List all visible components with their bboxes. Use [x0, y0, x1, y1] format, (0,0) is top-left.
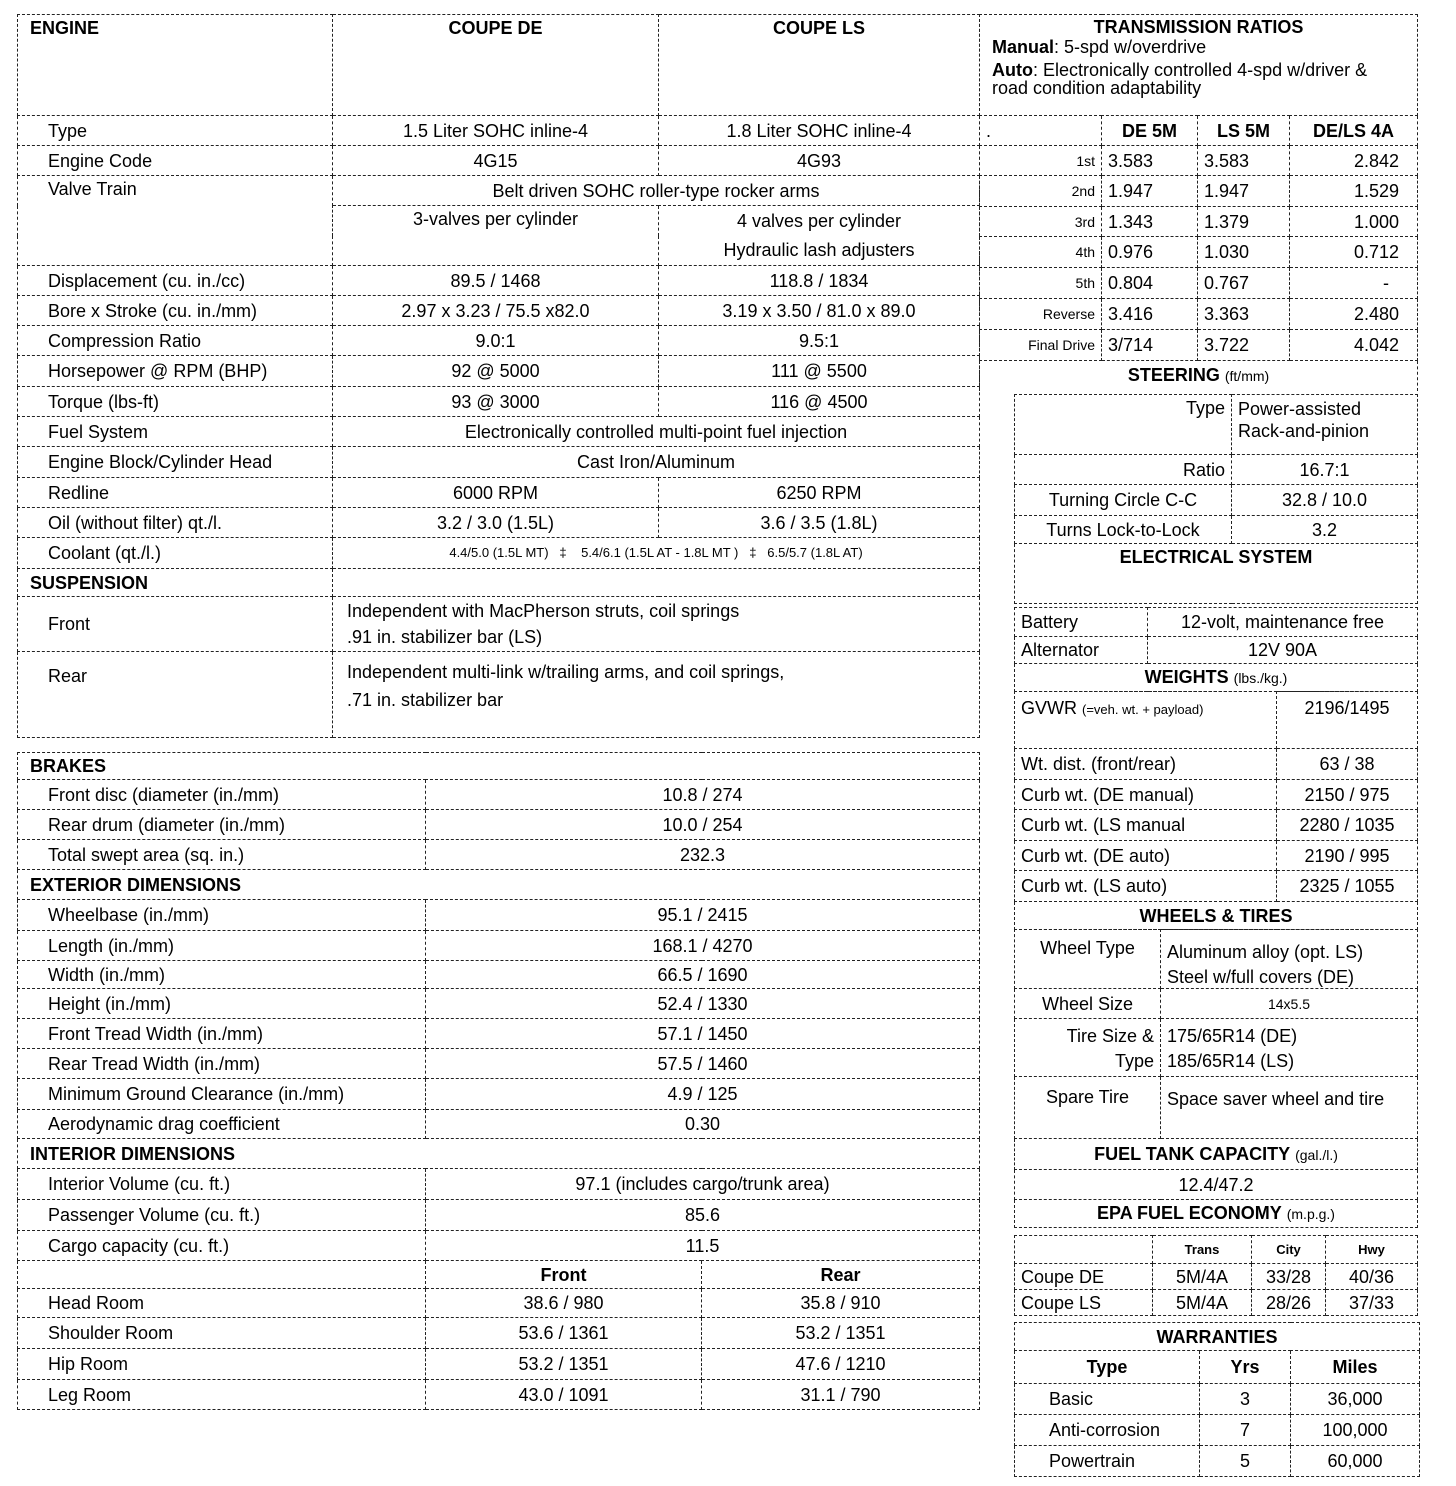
row-value: 4 valves per cylinder: [659, 206, 980, 236]
gear-label: Final Drive: [980, 330, 1102, 361]
row-label: Coupe DE: [1015, 1264, 1153, 1290]
gvwr-label-text: GVWR: [1021, 698, 1077, 718]
gear-label: 3rd: [980, 207, 1102, 237]
row-value: 6250 RPM: [659, 478, 980, 508]
row-value: 3.6 / 3.5 (1.8L): [659, 508, 980, 538]
electrical-table: [1014, 607, 1418, 692]
gear-label: Reverse: [980, 299, 1102, 330]
table-row: [18, 326, 980, 356]
row-value: 111 @ 5500: [659, 356, 980, 387]
row-value: 1.5 Liter SOHC inline-4: [333, 116, 659, 146]
row-value: Power-assisted Rack-and-pinion: [1232, 395, 1418, 455]
row-value: Space saver wheel and tire: [1161, 1077, 1418, 1139]
row-value: 5M/4A: [1153, 1264, 1252, 1290]
table-row: [1015, 1384, 1420, 1415]
transmission-title: TRANSMISSION RATIOS: [1093, 17, 1304, 37]
table-row: [18, 447, 980, 478]
row-value: 0.30: [426, 1110, 980, 1139]
table-row: [18, 508, 980, 538]
row-value: 5M/4A: [1153, 1290, 1252, 1316]
ratio: 2.842: [1290, 146, 1418, 176]
row-value: 3-valves per cylinder: [333, 206, 659, 266]
auto-text: : Electronically controlled 4-spd w/driver & road condition adaptability: [992, 60, 1368, 98]
row-value: 47.6 / 1210: [702, 1349, 980, 1380]
tire-line1: 175/65R14 (DE): [1167, 1025, 1298, 1046]
row-value: [1161, 1019, 1418, 1077]
row-value: 57.5 / 1460: [426, 1049, 980, 1079]
ratio: 3.583: [1198, 146, 1290, 176]
row-value: 12V 90A: [1148, 637, 1418, 664]
ratio: 1.947: [1102, 176, 1198, 207]
col-header: DE/LS 4A: [1290, 116, 1418, 146]
ratio: 3.416: [1102, 299, 1198, 330]
steering-title: [980, 361, 1418, 391]
col-header: Hwy: [1326, 1236, 1418, 1264]
table-row: [18, 266, 980, 296]
table-row: [1015, 485, 1418, 516]
manual-label: Manual: [992, 37, 1055, 57]
row-value: 5: [1200, 1446, 1291, 1477]
ratio: 2.480: [1290, 299, 1418, 330]
front-header: Front: [426, 1261, 702, 1289]
row-label: Wt. dist. (front/rear): [1015, 749, 1277, 780]
col-header: Trans: [1153, 1236, 1252, 1264]
manual-text: : 5-spd w/overdrive: [1054, 37, 1207, 57]
row-value: 66.5 / 1690: [426, 961, 980, 989]
row-label: Wheelbase (in./mm): [18, 900, 426, 931]
row-value: 4G15: [333, 146, 659, 176]
row-label: Wheel Size: [1015, 989, 1161, 1019]
steering-unit: (ft/mm): [1224, 368, 1270, 385]
table-row: [980, 176, 1418, 207]
row-label: Spare Tire: [1015, 1077, 1161, 1139]
ratio: 0.804: [1102, 268, 1198, 299]
row-value: 31.1 / 790: [702, 1380, 980, 1410]
row-label: Torque (lbs-ft): [18, 387, 333, 417]
table-row: [1015, 810, 1418, 841]
row-label: Powertrain: [1015, 1446, 1200, 1477]
engine-header: ENGINE: [18, 15, 333, 116]
table-row: [1015, 608, 1418, 637]
row-value: 53.6 / 1361: [426, 1318, 702, 1349]
suspension-rear-line2: .71 in. stabilizer bar: [347, 690, 504, 710]
table-row: [1015, 930, 1418, 989]
suspension-front-line2: .91 in. stabilizer bar (LS): [347, 627, 543, 647]
table-row: [18, 387, 980, 417]
rear-header: Rear: [702, 1261, 980, 1289]
manual-line: [992, 38, 1405, 57]
row-value: 3.2 / 3.0 (1.5L): [333, 508, 659, 538]
col-header: City: [1252, 1236, 1326, 1264]
row-value: Electronically controlled multi-point fuel injection: [333, 417, 980, 447]
table-row: [1015, 841, 1418, 871]
auto-label: Auto: [992, 60, 1033, 80]
wheels-title: WHEELS & TIRES: [1015, 902, 1418, 930]
wheel-type-line1: Aluminum alloy (opt. LS): [1167, 942, 1364, 962]
col-header: Yrs: [1200, 1351, 1291, 1384]
row-value: 93 @ 3000: [333, 387, 659, 417]
fuel-tank-title-text: FUEL TANK CAPACITY: [1094, 1143, 1291, 1164]
ratio: 3.363: [1198, 299, 1290, 330]
row-value: 38.6 / 980: [426, 1289, 702, 1318]
row-value: 2196/1495: [1277, 692, 1418, 749]
gear-label: 4th: [980, 237, 1102, 268]
ratio: 1.379: [1198, 207, 1290, 237]
row-value: 89.5 / 1468: [333, 266, 659, 296]
gear-label: 1st: [980, 146, 1102, 176]
ratio: 1.947: [1198, 176, 1290, 207]
col-header: DE 5M: [1102, 116, 1198, 146]
ratio: 0.767: [1198, 268, 1290, 299]
row-value: 2150 / 975: [1277, 780, 1418, 810]
row-value: Cast Iron/Aluminum: [333, 447, 980, 478]
row-value: 33/28: [1252, 1264, 1326, 1290]
row-label: Turns Lock-to-Lock: [1015, 516, 1232, 544]
table-row: [1015, 749, 1418, 780]
row-value: 100,000: [1291, 1415, 1420, 1446]
row-label: Coupe LS: [1015, 1290, 1153, 1316]
table-row: [1015, 637, 1418, 664]
engine-table: [17, 14, 980, 738]
table-row: [18, 810, 980, 840]
table-row: [980, 268, 1418, 299]
row-label: Oil (without filter) qt./l.: [18, 508, 333, 538]
row-label: Head Room: [18, 1289, 426, 1318]
row-label: Aerodynamic drag coefficient: [18, 1110, 426, 1139]
row-value: 9.0:1: [333, 326, 659, 356]
row-label: Hip Room: [18, 1349, 426, 1380]
coupe-de-header: COUPE DE: [333, 15, 659, 116]
ratio: 3.583: [1102, 146, 1198, 176]
ratio: 0.712: [1290, 237, 1418, 268]
row-label: Passenger Volume (cu. ft.): [18, 1200, 426, 1231]
table-row: [18, 1110, 980, 1139]
table-row: [18, 989, 980, 1019]
table-row: [980, 146, 1418, 176]
table-row: [18, 417, 980, 447]
row-value: 3.19 x 3.50 / 81.0 x 89.0: [659, 296, 980, 326]
weights-table: [1014, 691, 1418, 930]
interior-title: INTERIOR DIMENSIONS: [18, 1139, 980, 1169]
row-value: 40/36: [1326, 1264, 1418, 1290]
empty-cell: [18, 1261, 426, 1289]
table-row: [18, 1349, 980, 1380]
row-value: 43.0 / 1091: [426, 1380, 702, 1410]
row-value: 4.9 / 125: [426, 1079, 980, 1110]
table-row: [1015, 1077, 1418, 1139]
table-row: [1015, 1290, 1418, 1316]
row-label: Redline: [18, 478, 333, 508]
row-label: Compression Ratio: [18, 326, 333, 356]
exterior-title: EXTERIOR DIMENSIONS: [18, 870, 980, 900]
row-value: 2280 / 1035: [1277, 810, 1418, 841]
row-value: [1161, 930, 1418, 989]
row-label: Interior Volume (cu. ft.): [18, 1169, 426, 1200]
row-value: 60,000: [1291, 1446, 1420, 1477]
empty-cell: [333, 569, 980, 597]
steering-table: [1014, 394, 1418, 604]
ratio: 4.042: [1290, 330, 1418, 361]
weights-title-text: WEIGHTS: [1144, 667, 1229, 687]
row-label: Type: [1015, 395, 1232, 455]
row-label: [1015, 1019, 1161, 1077]
table-row: [18, 538, 980, 569]
row-value: 118.8 / 1834: [659, 266, 980, 296]
row-label: Type: [18, 116, 333, 146]
row-value: 35.8 / 910: [702, 1289, 980, 1318]
brakes-title: BRAKES: [18, 753, 980, 780]
ratio: 0.976: [1102, 237, 1198, 268]
row-value: 37/33: [1326, 1290, 1418, 1316]
row-label: Shoulder Room: [18, 1318, 426, 1349]
table-row: [1015, 1446, 1420, 1477]
row-value: 63 / 38: [1277, 749, 1418, 780]
row-label: Displacement (cu. in./cc): [18, 266, 333, 296]
table-row: [18, 1289, 980, 1318]
row-value: 168.1 / 4270: [426, 931, 980, 961]
table-row: [18, 597, 980, 652]
ratio: -: [1290, 268, 1418, 299]
coupe-ls-header: COUPE LS: [659, 15, 980, 116]
fuel-tank-value: 12.4/47.2: [1015, 1170, 1418, 1200]
row-label: Bore x Stroke (cu. in./mm): [18, 296, 333, 326]
table-row: [1015, 455, 1418, 485]
ratio: 1.529: [1290, 176, 1418, 207]
weights-unit: (lbs./kg.): [1233, 670, 1288, 686]
dimensions-table: [17, 752, 980, 1410]
table-row: [1015, 780, 1418, 810]
gvwr-label: [1015, 692, 1277, 749]
table-row: [18, 116, 980, 146]
transmission-header: [980, 15, 1418, 116]
gear-label: 2nd: [980, 176, 1102, 207]
table-row: [18, 840, 980, 870]
row-value: 57.1 / 1450: [426, 1019, 980, 1049]
row-value: 3.2: [1232, 516, 1418, 544]
suspension-title: SUSPENSION: [18, 569, 333, 597]
epa-title: [1015, 1200, 1418, 1228]
row-label: Fuel System: [18, 417, 333, 447]
table-row: [980, 237, 1418, 268]
ratio: 1.000: [1290, 207, 1418, 237]
table-row: [1015, 516, 1418, 544]
table-row: [18, 1200, 980, 1231]
row-label: Minimum Ground Clearance (in./mm): [18, 1079, 426, 1110]
row-label: Horsepower @ RPM (BHP): [18, 356, 333, 387]
row-label: Rear drum (diameter (in./mm): [18, 810, 426, 840]
row-value: 95.1 / 2415: [426, 900, 980, 931]
epa-unit: (m.p.g.): [1286, 1206, 1335, 1222]
empty-cell: [1015, 1236, 1153, 1264]
ratio: 1.343: [1102, 207, 1198, 237]
row-value: 7: [1200, 1415, 1291, 1446]
row-value: 2.97 x 3.23 / 75.5 x82.0: [333, 296, 659, 326]
table-row: [18, 176, 980, 206]
row-value: 52.4 / 1330: [426, 989, 980, 1019]
row-label: Length (in./mm): [18, 931, 426, 961]
gear-label: 5th: [980, 268, 1102, 299]
row-label: Leg Room: [18, 1380, 426, 1410]
row-value: 232.3: [426, 840, 980, 870]
row-value: 97.1 (includes cargo/trunk area): [426, 1169, 980, 1200]
table-row: [1015, 1019, 1418, 1077]
table-row: [18, 1019, 980, 1049]
warranties-title: WARRANTIES: [1015, 1323, 1420, 1351]
col-header: Miles: [1291, 1351, 1420, 1384]
table-row: [18, 146, 980, 176]
table-row: [18, 1079, 980, 1110]
row-label: Basic: [1015, 1384, 1200, 1415]
row-label: Total swept area (sq. in.): [18, 840, 426, 870]
row-label: Front Tread Width (in./mm): [18, 1019, 426, 1049]
table-row: [18, 356, 980, 387]
row-value: 9.5:1: [659, 326, 980, 356]
row-value: 32.8 / 10.0: [1232, 485, 1418, 516]
row-value: 53.2 / 1351: [426, 1349, 702, 1380]
suspension-rear-line1: Independent multi-link w/trailing arms, and coil springs,: [347, 662, 785, 682]
ratio: 3/714: [1102, 330, 1198, 361]
row-label: Coolant (qt./l.): [18, 538, 333, 569]
row-value: 92 @ 5000: [333, 356, 659, 387]
row-value: Belt driven SOHC roller-type rocker arms: [333, 176, 980, 206]
row-label: Curb wt. (LS auto): [1015, 871, 1277, 902]
row-label: Height (in./mm): [18, 989, 426, 1019]
table-row: [18, 478, 980, 508]
wheel-type-line2: Steel w/full covers (DE): [1167, 967, 1355, 987]
table-row: [18, 931, 980, 961]
gvwr-note: (=veh. wt. + payload): [1082, 702, 1204, 717]
row-label: Width (in./mm): [18, 961, 426, 989]
tire-label-line1: Tire Size &: [1066, 1025, 1154, 1046]
row-label: Curb wt. (LS manual: [1015, 810, 1277, 841]
row-label: Curb wt. (DE manual): [1015, 780, 1277, 810]
row-value: 3: [1200, 1384, 1291, 1415]
fuel-tank-title: [1015, 1139, 1418, 1170]
epa-table: [1014, 1235, 1418, 1316]
table-row: [1015, 871, 1418, 902]
row-label: Rear: [18, 652, 333, 738]
row-label: Turning Circle C-C: [1015, 485, 1232, 516]
row-value: 10.8 / 274: [426, 780, 980, 810]
row-value: Hydraulic lash adjusters: [659, 236, 980, 266]
col-header: LS 5M: [1198, 116, 1290, 146]
table-row: [18, 296, 980, 326]
row-label: Alternator: [1015, 637, 1148, 664]
tire-line2: 185/65R14 (LS): [1167, 1050, 1295, 1071]
row-value: 2190 / 995: [1277, 841, 1418, 871]
table-row: [1015, 1264, 1418, 1290]
transmission-table: [979, 14, 1418, 391]
table-row: [18, 900, 980, 931]
table-row: [18, 1169, 980, 1200]
row-label: Front: [18, 597, 333, 652]
epa-title-text: EPA FUEL ECONOMY: [1097, 1203, 1282, 1223]
auto-line: [992, 61, 1405, 97]
row-value: 85.6: [426, 1200, 980, 1231]
row-value: 1.8 Liter SOHC inline-4: [659, 116, 980, 146]
table-row: [18, 1231, 980, 1261]
table-row: [1015, 395, 1418, 455]
wheels-table: [1014, 929, 1418, 1228]
table-row: [1015, 989, 1418, 1019]
table-row: [18, 1380, 980, 1410]
row-value: 12-volt, maintenance free: [1148, 608, 1418, 637]
row-value: [333, 652, 980, 738]
row-value: 2325 / 1055: [1277, 871, 1418, 902]
row-value: 116 @ 4500: [659, 387, 980, 417]
row-label: Battery: [1015, 608, 1148, 637]
row-label: Anti-corrosion: [1015, 1415, 1200, 1446]
table-row: [18, 961, 980, 989]
steering-title-text: STEERING: [1127, 365, 1220, 386]
row-value: 10.0 / 254: [426, 810, 980, 840]
row-label: Valve Train: [18, 176, 333, 266]
suspension-front-line1: Independent with MacPherson struts, coil springs: [347, 601, 740, 621]
table-row: [18, 780, 980, 810]
warranties-table: [1014, 1322, 1420, 1477]
row-label: Curb wt. (DE auto): [1015, 841, 1277, 871]
row-value: 36,000: [1291, 1384, 1420, 1415]
row-value: 16.7:1: [1232, 455, 1418, 485]
tire-label-line2: Type: [1114, 1050, 1154, 1071]
col-header: Type: [1015, 1351, 1200, 1384]
row-label: Ratio: [1015, 455, 1232, 485]
row-value: 11.5: [426, 1231, 980, 1261]
ratio: 3.722: [1198, 330, 1290, 361]
table-row: [1015, 692, 1418, 749]
table-row: [18, 1318, 980, 1349]
table-row: [980, 299, 1418, 330]
row-value: 6000 RPM: [333, 478, 659, 508]
electrical-title: ELECTRICAL SYSTEM: [1015, 544, 1418, 604]
fuel-tank-unit: (gal./l.): [1295, 1146, 1338, 1163]
row-value: [333, 597, 980, 652]
row-label: Front disc (diameter (in./mm): [18, 780, 426, 810]
ratio: 1.030: [1198, 237, 1290, 268]
row-value: 4G93: [659, 146, 980, 176]
row-value: 53.2 / 1351: [702, 1318, 980, 1349]
row-value: 4.4/5.0 (1.5L MT) ‡ 5.4/6.1 (1.5L AT - 1.8L MT ) ‡ 6.5/5.7 (1.8L AT): [333, 538, 980, 569]
table-row: [1015, 1415, 1420, 1446]
table-row: [18, 1049, 980, 1079]
row-label: Rear Tread Width (in./mm): [18, 1049, 426, 1079]
table-row: [18, 652, 980, 738]
corner-cell: .: [980, 116, 1102, 146]
row-label: Cargo capacity (cu. ft.): [18, 1231, 426, 1261]
row-label: Engine Block/Cylinder Head: [18, 447, 333, 478]
table-row: [980, 330, 1418, 361]
row-label: Engine Code: [18, 146, 333, 176]
table-row: [980, 207, 1418, 237]
weights-title: [1015, 664, 1418, 692]
row-value: 28/26: [1252, 1290, 1326, 1316]
row-value: 14x5.5: [1161, 989, 1418, 1019]
row-label: Wheel Type: [1015, 930, 1161, 989]
